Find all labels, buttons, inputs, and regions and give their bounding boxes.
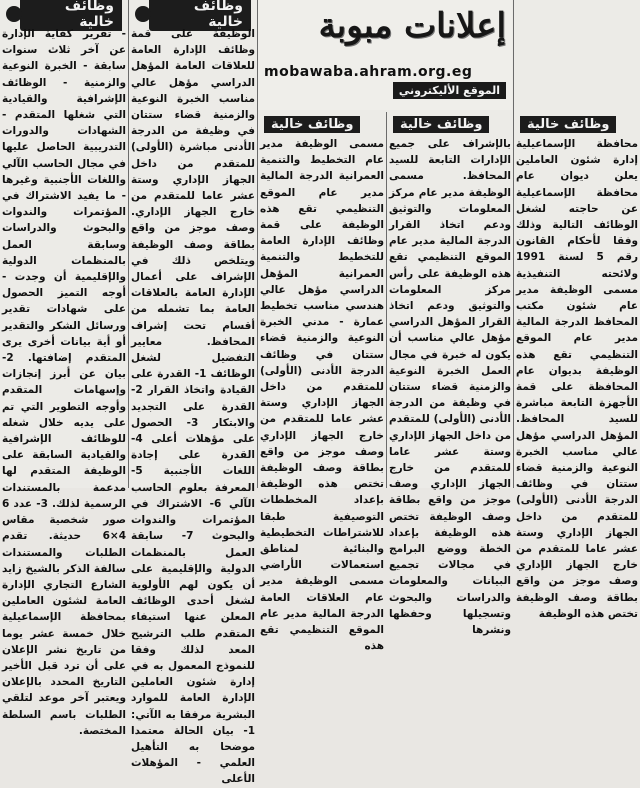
- column-text: مسمى الوظيفة مدير عام التخطيط والتنمية العمرانية الدرجة المالية مدير عام الموقع التنظيمي تقع هذه الوظيفة على قمة وظائف الإدارة العامة للتخطيط والتنمية العمرانية المؤهل الدراسي مؤهل عالي هندسي مناسب تخطيط عمارة - مدني الخبرة النوعية والزمنية قضاء ستتان في وظائف الدرجة الأدنى (الأولى) للمتقدم من داخل الجهاز الإداري وستة عشر عاما للمتقدم من خارج الجهاز الإداري وصف موجز من واقع بطاقة وصف الوظيفة تختص هذه الوظيفة بإعداد المخططات التوصيفية طبقا للاشتراطات التخطيطية والبنائية لمناطق استعمالات الأراضي مسمى الوظيفة مدير عام العلاقات العامة الدرجة المالية مدير عام الموقع التنظيمي تقع هذه: [260, 138, 384, 653]
- banner-site-label: الموقع الأليكتروني: [393, 82, 506, 99]
- banner-title: إعلانات مبوبة: [318, 6, 506, 46]
- classified-column-3: [260, 112, 384, 653]
- column-text: - تقرير كفاية الإدارة عن آخر ثلاث سنوات سابقة - الخبرة النوعية والزمنية - الوظائف الإشرافية والقيادية التي شغلها المتقدم - الشهادات والدورات التدريبية الحاصل عليها في مجال الحاسب الآلي واللغات الأجنبية وغيرها - ما يفيد الاشتراك في المؤتمرات والندوات والبحوث والدراسات وسابقة العمل بالمنظمات الدولية والإقليمية أن وجدت - أوجه التميز الحصول على شهادات تقدير ورسائل الشكر والتقدير أو أية بيانات أخرى يرى المتقدم إضافتها. 2- بيان عن أبرز إنجازات وإسهامات المتقدم وأوجه التطوير التي تم على يديه خلال شغله للوظائف الإشرافية والقيادية السابقة على الوظيفة المتقدم لها مدعمة بالمستندات الرسمية لذلك. 3- عدد 6 صور شخصية مقاس 4×6 حديثة. تقدم الطلبات والمستندات سالفة الذكر بالشيخ زايد الشارع التجاري الإدارة العامة لشئون العاملين بمحافظة الإسماعيلية خلال خمسة عشر يوما من تاريخ نشر الإعلان على أن ترد قبل الأخير التاريخ المحدد بالإعلان ويعتبر آخر موعد لتلقي الطلبات باسم السلطة المختصة.: [2, 28, 127, 737]
- banner-url: mobawaba.ahram.org.eg: [264, 64, 473, 80]
- column-heading: وظائف خالية: [520, 114, 634, 134]
- column-divider: [128, 0, 129, 488]
- column-heading: وظائف خالية: [264, 114, 380, 134]
- column-heading: وظائف خالية: [393, 114, 507, 134]
- column-text: محافظة الإسماعيلية إدارة شئون العاملين يعلن ديوان عام محافظة الإسماعيلية عن حاجته لشغل الوظائف التالية وذلك وفقا لأحكام القانون رقم 5 لسنة 1991 ولائحته التنفيذية مسمى الوظيفة مدير عام شئون مكتب المحافظ الدرجة المالية مدير عام الموقع التنظيمي تقع هذه الوظيفة بديوان عام المحافظة على قمة الأجهزة التابعة مباشرة للسيد المحافظ. المؤهل الدراسي مؤهل عالي مناسب الخبرة النوعية والزمنية قضاء ستتان في وظائف الدرجة الأدنى (الأولى) للمتقدم من داخل الجهاز الإداري وستة عشر عاما للمتقدم من خارج الجهاز الإداري وصف موجز من واقع بطاقة وصف الوظيفة تختص هذه الوظيفة: [516, 138, 639, 620]
- classified-column-1: [2, 0, 127, 737]
- classifieds-banner: [258, 0, 512, 110]
- column-heading: وظائف خالية: [6, 4, 122, 24]
- classified-column-2: [131, 0, 255, 786]
- column-heading: وظائف خالية: [135, 4, 251, 24]
- column-text: الوظيفة على قمة وظائف الإدارة العامة للعلاقات العامة المؤهل الدراسي مؤهل عالي مناسب الخبرة النوعية والزمنية قضاء ستتان في وظيفة من الدرجة الأدنى مباشرة (الأولى) للمتقدم من داخل الجهاز الإداري وستة عشر عاما للمتقدم من خارج الجهاز الإداري. وصف موجز من واقع بطاقة وصف الوظيفة ويتلخص ذلك في الإشراف على أعمال الإدارة العامة بالعلاقات العامة بما تشمله من أقسام تحت إشراف المحافظ. معايير التفضيل لشغل الوظائف 1- القدرة على القيادة واتخاذ القرار 2- القدرة على التجديد والابتكار 3- الحصول على مؤهلات أعلى 4- القدرة على إجادة اللغات الأجنبية 5- المعرفة بعلوم الحاسب الآلي 6- الاشتراك في المؤتمرات والندوات والبحوث 7- سابقة العمل بالمنظمات الدولية والإقليمية على أن يكون لهم الأولوية لشغل أحدى الوظائف المعلن عنها استيفاء المتقدم طلب الترشيح المعد لذلك وفقا للنموذج المعمول به في إدارة شئون العاملين الإدارة العامة للموارد البشرية مرفقا به الآتي: 1- بيان الحالة معتمدا موضحا به التأهيل العلمي - المؤهلات الأعلى: [131, 28, 255, 786]
- column-divider: [386, 112, 387, 488]
- column-divider: [513, 0, 514, 488]
- classified-column-4: [389, 112, 511, 637]
- classified-column-5: [516, 112, 639, 620]
- column-text: بالإشراف على جميع الإدارات التابعة للسيد المحافظ. مسمى الوظيفة مدير عام مركز المعلومات والتوثيق ودعم اتخاذ القرار الدرجة المالية مدير عام الموقع التنظيمي تقع هذه الوظيفة على رأس مركز المعلومات والتوثيق ودعم اتخاذ القرار المؤهل الدراسي مؤهل عالي مناسب أن يكون له خبرة في مجال العمل الخبرة النوعية والزمنية قضاء ستتان في وظيفة من الدرجة الأدنى (الأولى) للمتقدم من داخل الجهاز الإداري وستة عشر عاما للمتقدم من خارج الجهاز الإداري وصف موجز من واقع بطاقة وصف الوظيفة تختص هذه الوظيفة بإعداد الخطة ووضع البرامج في مجالات تجميع البيانات والمعلومات والدراسات والبحوث وتسجيلها وحفظها ونشرها: [389, 138, 511, 637]
